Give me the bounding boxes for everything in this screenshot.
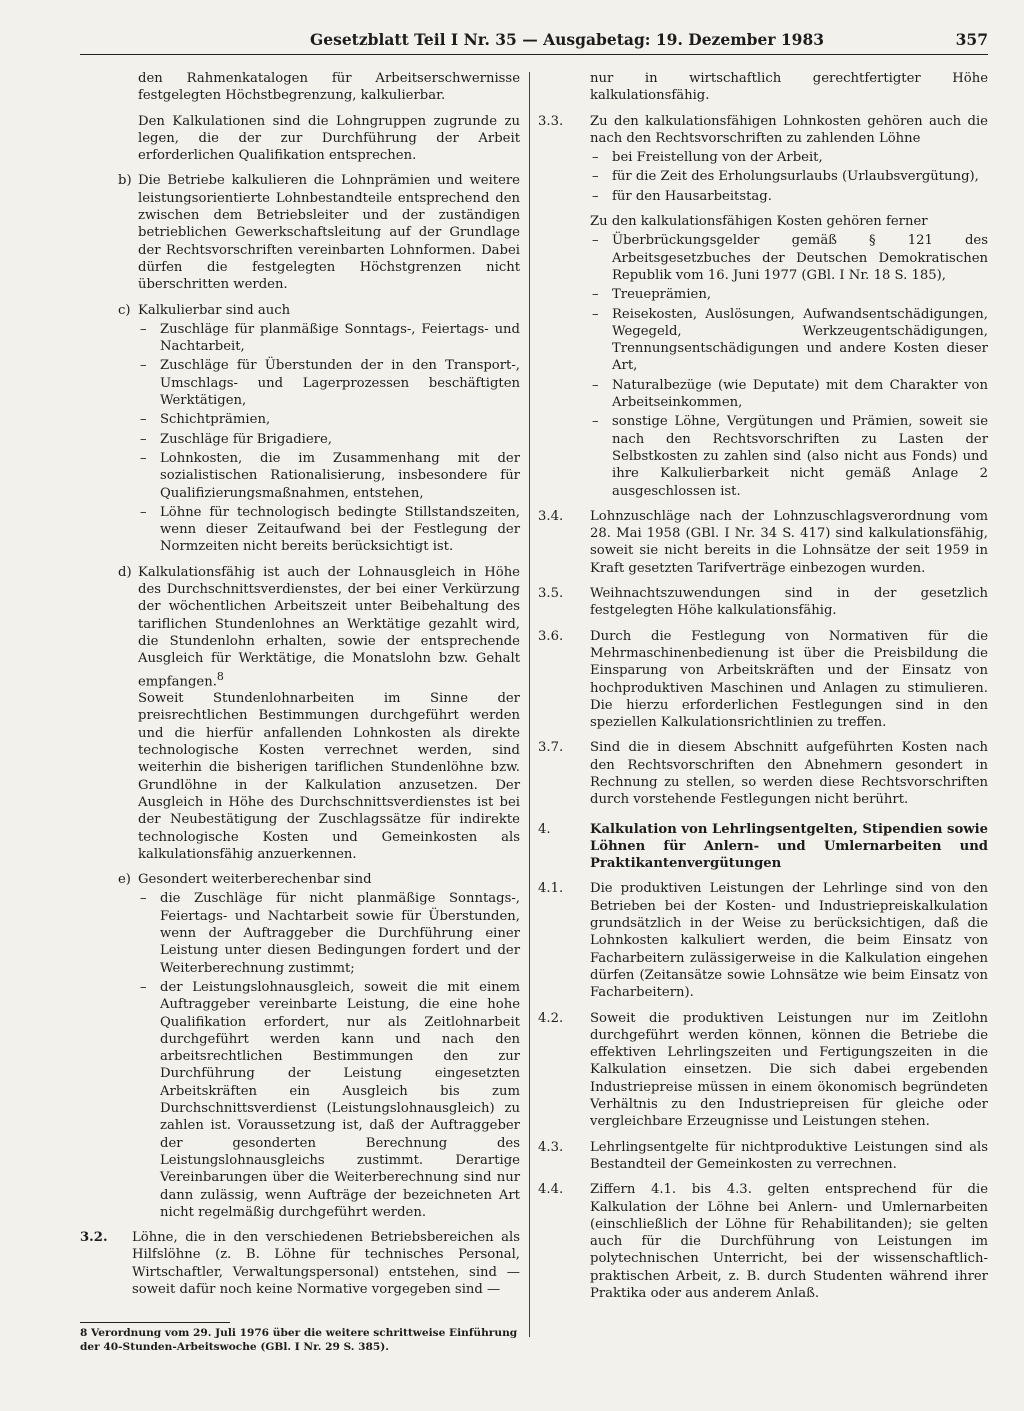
- continuation-paragraph: den Rahmenkatalogen für Arbeitserschwernisse festgelegten Höchstbegrenzung, kalkulierbar.: [138, 71, 520, 104]
- list-item: – Zuschläge für planmäßige Sonntags-, Feiertags- und Nachtarbeit,: [140, 321, 520, 355]
- section-text: Löhne, die in den verschiedenen Betriebsbereichen als Hilfslöhne (z. B. Löhne für technisches Personal, Wirtschaftler, Verwaltungspersonal) entstehen, sind — soweit dafür noch keine Normative vorgegeben sind —: [132, 1230, 520, 1297]
- section-4-heading: [538, 821, 988, 873]
- item-text-continued: Soweit Stundenlohnarbeiten im Sinne der preisrechtlichen Bestimmungen durchgeführt werden und die hierfür anfallenden Lohnkosten als direkte technologische Kosten verrechnet werden, sind weiterhin die bisherigen tariflichen Stundenlöhne bzw. Grundlöhne in der Kalkulation anzusetzen. Der Ausgleich in Höhe des Durchschnittsverdienstes ist bei der Neubestätigung der Zuschlagssätze für indirekte technologische Kosten und Gemeinkosten als kalkulationsfähig anzuerkennen.: [138, 691, 520, 862]
- section-3-3: [538, 113, 988, 500]
- header-title: Gesetzblatt Teil I Nr. 35 — Ausgabetag: 19. Dezember 1983: [310, 30, 825, 49]
- section-text: Lohnzuschläge nach der Lohnzuschlagsverordnung vom 28. Mai 1958 (GBl. I Nr. 34 S. 417) sind kalkulationsfähig, soweit sie nicht bereits in die Lohnsätze der seit 1959 in Kraft gesetzten Tarifverträge einbezogen wurden.: [590, 508, 988, 576]
- page-number: 357: [955, 30, 988, 49]
- section-3-2: [80, 1229, 520, 1298]
- list-item: – bei Freistellung von der Arbeit,: [592, 150, 823, 166]
- list-item: – sonstige Löhne, Vergütungen und Prämien, soweit sie nach den Rechtsvorschriften zu Lasten der Selbstkosten zu zahlen sind (also nicht aus Fonds) und ihre Kalkulierbarkeit nicht gemäß Anlage 2 ausgeschlossen ist.: [592, 414, 988, 499]
- right-column: [538, 70, 988, 1302]
- section-number: 3.6.: [538, 628, 564, 644]
- list-item: – Löhne für technologisch bedingte Stillstandszeiten, wenn dieser Zeitaufwand bei der Festlegung der Normzeiten nicht bereits berücksichtigt ist.: [140, 504, 520, 555]
- section-text-continued: Zu den kalkulationsfähigen Kosten gehören ferner: [590, 214, 928, 230]
- section-heading: Kalkulation von Lehrlingsentgelten, Stipendien sowie Löhnen für Anlern- und Umlernarbeiten und Praktikantenvergütungen: [590, 821, 989, 872]
- section-number: 4.3.: [538, 1139, 564, 1155]
- section-number: 3.7.: [538, 740, 564, 756]
- item-e: [80, 871, 520, 1221]
- list-item: – für den Hausarbeitstag.: [592, 188, 772, 204]
- section-3-5: [538, 585, 988, 620]
- item-label: e): [118, 872, 131, 888]
- footnote: 8 Verordnung vom 29. Juli 1976 über die weitere schrittweise Einführung der 40-Stunden-Arbeitswoche (GBl. I Nr. 29 S. 385).: [80, 1327, 518, 1353]
- list-item: – Treueprämien,: [592, 287, 712, 303]
- section-3-4: [538, 508, 988, 577]
- section-text: Sind die in diesem Abschnitt aufgeführten Kosten nach den Rechtsvorschriften den Abnehmern gesondert in Rechnung zu stellen, so werden diese Rechtsvorschriften durch vorstehende Festlegungen nicht berührt.: [590, 740, 988, 808]
- item-label: d): [118, 564, 132, 580]
- page-header: [80, 30, 988, 56]
- section-3-7: [538, 739, 988, 808]
- item-label: c): [118, 302, 131, 318]
- section-number: 3.5.: [538, 586, 564, 602]
- section-text: Soweit die produktiven Leistungen nur im Zeitlohn durchgeführt werden können, können die Betriebe die effektiven Lehrlingszeiten und Fertigungszeiten in die Kalkulation einsetzen. Die sich dabei ergebenden Industriepreise müssen in einem ökonomisch begründeten Verhältnis zu den Industriepreisen für gleiche oder vergleichbare Erzeugnisse und Leistungen stehen.: [590, 1010, 988, 1130]
- paragraph-lohngruppen: Den Kalkulationen sind die Lohngruppen zugrunde zu legen, die der zur Durchführung der Arbeit erforderlichen Qualifikation entsprechen.: [138, 113, 520, 164]
- footnote-reference: 8: [216, 669, 224, 683]
- list-item: – Überbrückungsgelder gemäß § 121 des Arbeitsgesetzbuches der Deutschen Demokratischen Republik vom 16. Juni 1977 (GBl. I Nr. 18 S. 185),: [592, 233, 988, 283]
- section-4-3: [538, 1139, 988, 1174]
- section-4-2: [538, 1010, 988, 1131]
- section-number: 3.3.: [538, 113, 564, 129]
- list-item: – die Zuschläge für nicht planmäßige Sonntags-, Feiertags- und Nachtarbeit sowie für Überstunden, wenn der Auftraggeber die Durchführung einer Leistung unter diesen Bedingungen fordert und der Weiterberechnung zustimmt;: [140, 891, 520, 976]
- section-text: Durch die Festlegung von Normativen für die Mehrmaschinenbedienung ist über die Preisbildung die Einsparung von Arbeitskräften und der Einsatz von hochproduktiven Maschinen und Anlagen zu stimulieren. Die hierzu erforderlichen Festlegungen sind in den speziellen Kalkulationsrichtlinien zu treffen.: [590, 628, 988, 731]
- section-4-1: [538, 880, 988, 1001]
- list-item: – Zuschläge für Brigadiere,: [140, 431, 332, 447]
- item-intro: Gesondert weiterberechenbar sind: [138, 872, 372, 888]
- list-item: – Lohnkosten, die im Zusammenhang mit der sozialistischen Rationalisierung, insbesondere für Qualifizierungsmaßnahmen, entstehen,: [140, 450, 520, 501]
- item-text: Die Betriebe kalkulieren die Lohnprämien und weitere leistungsorientierte Lohnbestandteile entsprechend den zwischen dem Betriebsleiter und der zuständigen betrieblichen Gewerkschaftsleitung auf der Grundlage der Rechtsvorschriften vereinbarten Lohnformen. Dabei dürfen die festgelegten Höchstgrenzen nicht überschritten werden.: [138, 173, 520, 293]
- section-text: Weihnachtszuwendungen sind in der gesetzlich festgelegten Höhe kalkulationsfähig.: [590, 586, 988, 619]
- list-item: – Zuschläge für Überstunden der in den Transport-, Umschlags- und Lagerprozessen beschäftigten Werktätigen,: [140, 358, 520, 409]
- list-item: – der Leistungslohnausgleich, soweit die mit einem Auftraggeber vereinbarte Leistung, die eine hohe Qualifikation erfordert, nur als Zeitlohnarbeit durchgeführt werden kann und nach den arbeitsrechtlichen Bestimmungen den zur Durchführung der Leistung eingesetzten Arbeitskräften ein Ausgleich bis zum Durchschnittsverdienst (Leistungslohnausgleich) zu zahlen ist. Voraussetzung ist, daß der Auftraggeber der gesonderten Berechnung des Leistungslohnausgleichs zustimmt. Derartige Vereinbarungen über die Weiterberechnung sind nur dann zulässig, wenn Aufträge der bezeichneten Art nicht regelmäßig durchgeführt werden.: [140, 979, 520, 1220]
- list-item: – Reisekosten, Auslösungen, Aufwandsentschädigungen, Wegegeld, Werkzeugentschädigungen, Trennungsentschädigungen und andere Kosten dieser Art,: [592, 306, 988, 374]
- header-rule: [80, 54, 988, 55]
- item-label: b): [118, 173, 132, 189]
- list-item: – Naturalbezüge (wie Deputate) mit dem Charakter von Arbeitseinkommen,: [592, 377, 988, 411]
- item-d: [80, 564, 520, 863]
- section-number: 4.2.: [538, 1010, 564, 1026]
- list-item: – Schichtprämien,: [140, 412, 271, 428]
- item-c: [80, 302, 520, 556]
- section-number: 4.1.: [538, 881, 564, 897]
- section-number: 3.2.: [80, 1230, 108, 1246]
- column-separator: [529, 72, 530, 1337]
- section-text: Lehrlingsentgelte für nichtproduktive Leistungen sind als Bestandteil der Gemeinkosten zu verrechnen.: [590, 1139, 988, 1172]
- list-item: – für die Zeit des Erholungsurlaubs (Urlaubsvergütung),: [592, 169, 979, 185]
- section-text: Die produktiven Leistungen der Lehrlinge sind von den Betrieben bei der Kosten- und Industriepreiskalkulation grundsätzlich in der Weise zu berücksichtigen, daß die Lohnkosten kalkuliert werden, die beim Einsatz von Facharbeitern zulässigerweise in die Kalkulation eingehen dürfen (Zeitansätze sowie Lohnsätze wie beim Einsatz von Facharbeitern).: [590, 881, 988, 1001]
- section-text: Zu den kalkulationsfähigen Lohnkosten gehören auch die nach den Rechtsvorschriften zu zahlenden Löhne: [590, 113, 988, 146]
- section-number: 3.4.: [538, 508, 564, 524]
- section-3-6: [538, 628, 988, 732]
- section-text: Ziffern 4.1. bis 4.3. gelten entsprechend für die Kalkulation der Löhne bei Anlern- und Umlernarbeiten (einschließlich der Löhne für Rehabilitanden); sie gelten auch für die Durchführung von Leistungen im polytechnischen Unterricht, bei der wissenschaftlich-praktischen Arbeit, z. B. durch Studenten während ihrer Praktika oder aus anderem Anlaß.: [590, 1182, 988, 1301]
- item-text: Kalkulationsfähig ist auch der Lohnausgleich in Höhe des Durchschnittsverdienstes, der bei einer Verkürzung der wöchentlichen Arbeitszeit unter Beibehaltung des tariflichen Stundenlohnes an Werktätige gezahlt wird, die Stundenlohn erhalten, sowie der entsprechende Ausgleich für Werktätige, die Monatslohn bzw. Gehalt empfangen.$^8$: [138, 564, 520, 689]
- item-b: [80, 172, 520, 293]
- left-column: [80, 70, 520, 1298]
- section-4-4: [538, 1181, 988, 1302]
- continuation-paragraph: nur in wirtschaftlich gerechtfertigter Höhe kalkulationsfähig.: [590, 71, 988, 104]
- section-number: 4.: [538, 821, 551, 837]
- footnote-rule: [80, 1322, 230, 1323]
- section-number: 4.4.: [538, 1182, 564, 1198]
- item-intro: Kalkulierbar sind auch: [138, 302, 291, 318]
